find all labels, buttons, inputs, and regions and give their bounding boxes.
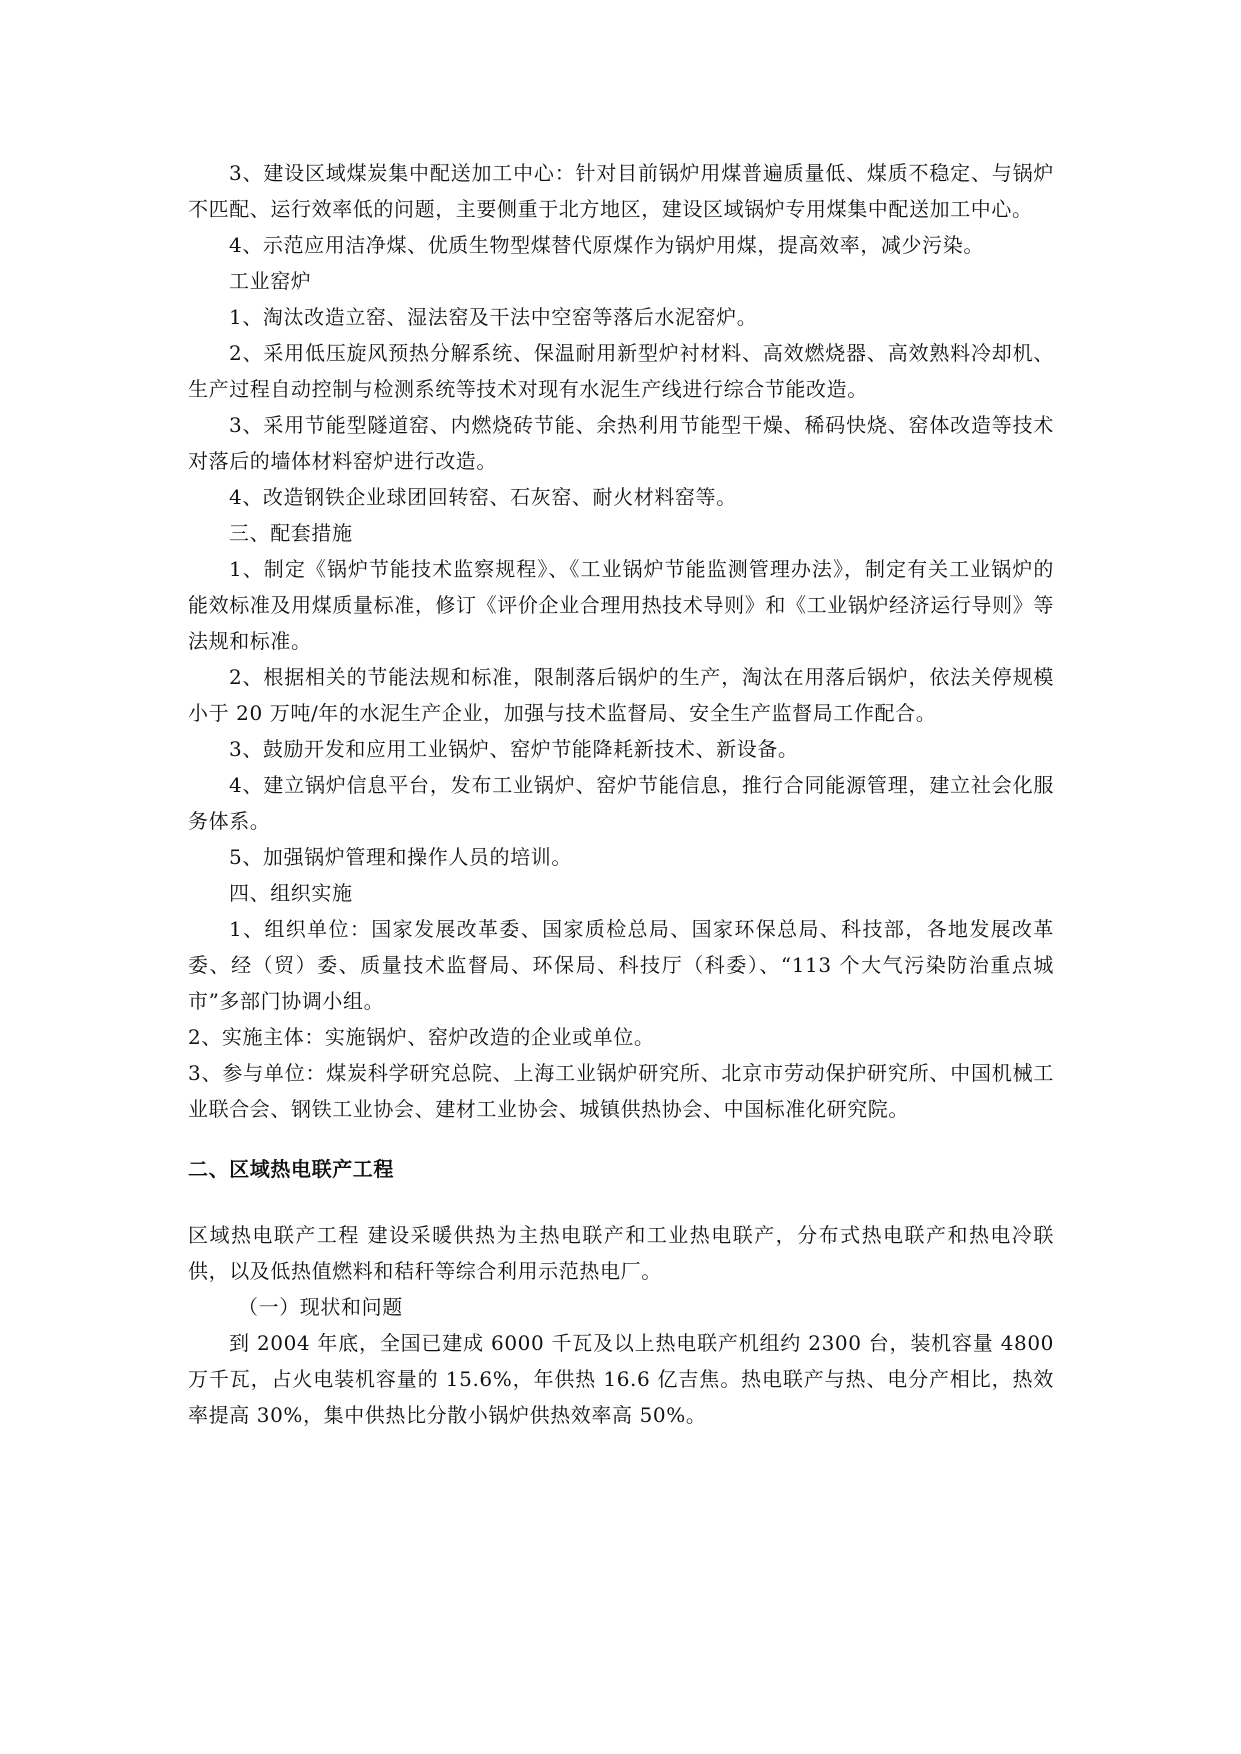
paragraph-coal-distribution-center: 3、建设区域煤炭集中配送加工中心：针对目前锅炉用煤普遍质量低、煤质不稳定、与锅炉不匹配、运行效率低的问题，主要侧重于北方地区，建设区域锅炉专用煤集中配送加工中心。 [188,161,1054,221]
paragraph-kiln-item-2: 2、采用低压旋风预热分解系统、保温耐用新型炉衬材料、高效燃烧器、高效熟料冷却机、生产过程自动控制与检测系统等技术对现有水泥生产线进行综合节能改造。 [188,341,1054,401]
paragraph-clean-coal: 4、示范应用洁净煤、优质生物型煤替代原煤作为锅炉用煤，提高效率，减少污染。 [229,233,984,257]
subheading-organization: 四、组织实施 [229,881,353,905]
paragraph-measure-5: 5、加强锅炉管理和操作人员的培训。 [229,845,572,869]
paragraph-implementing-entity: 2、实施主体：实施锅炉、窑炉改造的企业或单位。 [188,1025,655,1049]
paragraph-status: 到 2004 年底，全国已建成 6000 千瓦及以上热电联产机组约 2300 台，装机容量 4800 万千瓦，占火电装机容量的 15.6%，年供热 16.6 亿吉焦。热电联产与热、电分产相比，热效率提高 30%，集中供热比分散小锅炉供热效率高 50%。 [188,1331,1054,1427]
subheading-status-and-problems: （一）现状和问题 [238,1295,403,1319]
paragraph-organizing-units: 1、组织单位：国家发展改革委、国家质检总局、国家环保总局、科技部，各地发展改革委、经（贸）委、质量技术监督局、环保局、科技厅（科委）、“113 个大气污染防治重点城市”多部门协调小组。 [188,917,1054,1013]
paragraph-measure-3: 3、鼓励开发和应用工业锅炉、窑炉节能降耗新技术、新设备。 [229,737,799,761]
subheading-supporting-measures: 三、配套措施 [229,521,353,545]
subheading-industrial-kilns: 工业窑炉 [229,269,312,293]
paragraph-section-intro: 区域热电联产工程 建设采暖供热为主热电联产和工业热电联产，分布式热电联产和热电冷联供，以及低热值燃料和秸秆等综合利用示范热电厂。 [188,1223,1054,1283]
paragraph-kiln-item-4: 4、改造钢铁企业球团回转窑、石灰窑、耐火材料窑等。 [229,485,737,509]
paragraph-measure-4: 4、建立锅炉信息平台，发布工业锅炉、窑炉节能信息，推行合同能源管理，建立社会化服务体系。 [188,773,1054,833]
spacer [188,1187,1054,1217]
paragraph-participating-units: 3、参与单位：煤炭科学研究总院、上海工业锅炉研究所、北京市劳动保护研究所、中国机械工业联合会、钢铁工业协会、建材工业协会、城镇供热协会、中国标准化研究院。 [188,1061,1054,1121]
paragraph-measure-1: 1、制定《锅炉节能技术监察规程》、《工业锅炉节能监测管理办法》，制定有关工业锅炉的能效标准及用煤质量标准，修订《评价企业合理用热技术导则》和《工业锅炉经济运行导则》等法规和标准。 [188,557,1054,653]
spacer [188,1127,1054,1151]
paragraph-measure-2: 2、根据相关的节能法规和标准，限制落后锅炉的生产，淘汰在用落后锅炉，依法关停规模小于 20 万吨/年的水泥生产企业，加强与技术监督局、安全生产监督局工作配合。 [188,665,1054,725]
paragraph-kiln-item-3: 3、采用节能型隧道窑、内燃烧砖节能、余热利用节能型干燥、稀码快烧、窑体改造等技术对落后的墙体材料窑炉进行改造。 [188,413,1054,473]
section-heading: 二、区域热电联产工程 [188,1157,394,1181]
paragraph-kiln-item-1: 1、淘汰改造立窑、湿法窑及干法中空窑等落后水泥窑炉。 [229,305,758,329]
document-body [188,155,1054,1433]
